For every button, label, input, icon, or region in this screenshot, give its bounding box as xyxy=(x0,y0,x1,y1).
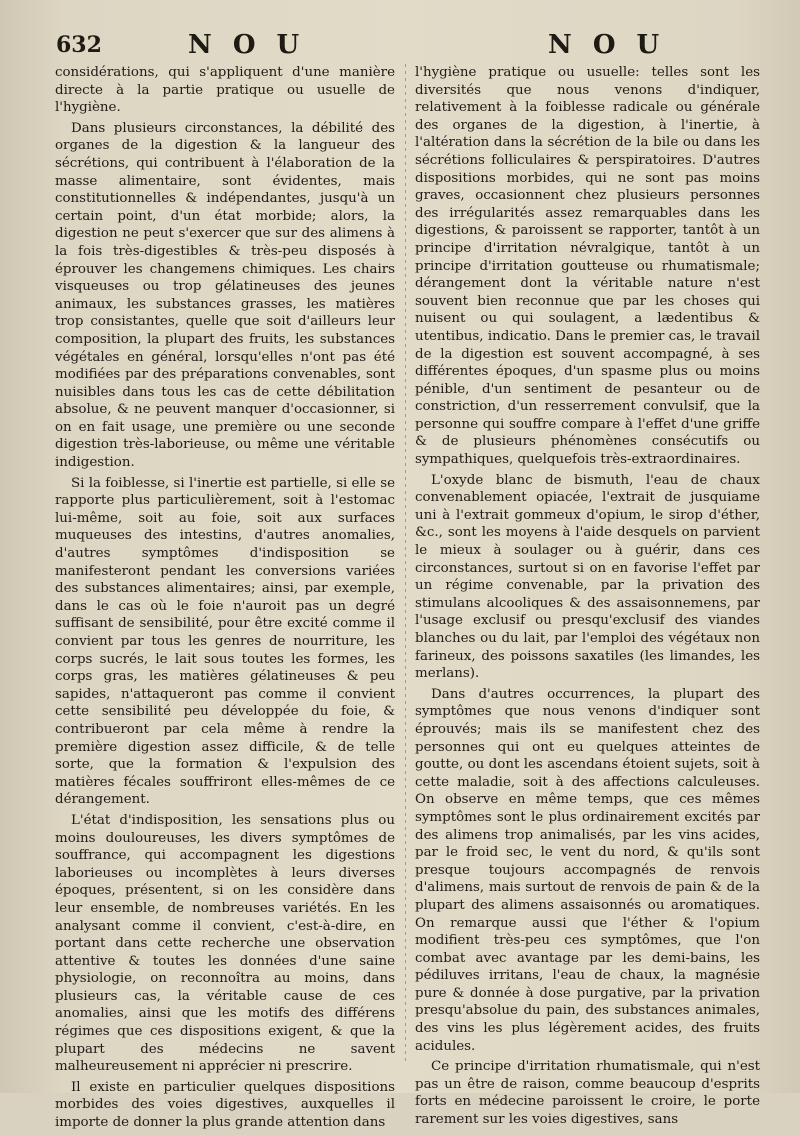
paragraph: L'état d'indisposition, les sensations plus ou moins douloureuses, les divers symptômes de souffrance, qui accompagnent les digestions laborieuses ou incomplètes à leurs diverses époques, présentent, si on les considère dans leur ensemble, de nombreuses variétés. En les analysant comme il convient, c'est-à-dire, en portant dans cette recherche une observation attentive & toutes les données d'une saine physiologie, on reconnoîtra au moins, dans plusieurs cas, la véritable cause de ces anomalies, ainsi que les motifs des différens régimes que ces dispositions exigent, & que la plupart des médecins ne savent malheureusement ni apprécier ni prescrire. xyxy=(55,812,395,1075)
paragraph: Si la foiblesse, si l'inertie est partielle, si elle se rapporte plus particulièrement, soit à l'estomac lui-même, soit au foie, soit aux surfaces muqueuses des intestins, d'autres anomalies, d'autres symptômes d'indisposition se manifesteront pendant les conversions variées des substances alimentaires; ainsi, par exemple, dans le cas où le foie n'auroit pas un degré suffisant de sensibilité, pour être excité comme il convient par tous les genres de nourriture, les corps sucrés, le lait sous toutes les formes, les corps gras, les matières gélatineuses & peu sapides, n'attaqueront pas comme il convient cette sensibilité peu développée du foie, & contribueront par cela même à rendre la première digestion assez difficile, & de telle sorte, que la formation & l'expulsion des matières fécales souffriront elles-mêmes de ce dérangement. xyxy=(55,475,395,808)
paragraph: L'oxyde blanc de bismuth, l'eau de chaux convenablement opiacée, l'extrait de jusquiame uni à l'extrait gommeux d'opium, le sirop d'éther, &c., sont les moyens à l'aide desquels on parvient le mieux à soulager ou à guérir, dans ces circonstances, surtout si on en favorise l'effet par un régime convenable, par la privation des stimulans alcooliques & des assaisonnemens, par l'usage exclusif ou presqu'exclusif des viandes blanches ou du lait, par l'emploi des végétaux non farineux, des poissons saxatiles (les limandes, les merlans). xyxy=(415,472,760,682)
paragraph: Dans plusieurs circonstances, la débilité des organes de la digestion & la langueur des sécrétions, qui contribuent à l'élaboration de la masse alimentaire, sont évidentes, mais constitutionnelles & indépendantes, jusqu'à un certain point, d'un état morbide; alors, la digestion ne peut s'exercer que sur des alimens à la fois très-digestibles & très-peu disposés à éprouver les changemens chimiques. Les chairs visqueuses ou trop gélatineuses des jeunes animaux, les substances grasses, les matières trop consistantes, quelle que soit d'ailleurs leur composition, la plupart des fruits, les substances végétales en général, lorsqu'elles n'ont pas été modifiées par des préparations convenables, sont nuisibles dans tous les cas de cette débilitation absolue, & ne peuvent manquer d'occasionner, si on en fait usage, une première ou une seconde digestion très-laborieuse, ou même une véritable indigestion. xyxy=(55,120,395,471)
paragraph: considérations, qui s'appliquent d'une manière directe à la partie pratique ou usuelle de l'hygiène. xyxy=(55,65,395,116)
paragraph: Dans d'autres occurrences, la plupart des symptômes que nous venons d'indiquer sont éprouvés; mais ils se manifestent chez des personnes qui ont eu quelques atteintes de goutte, ou dont les ascendans étoient sujets, soit à cette maladie, soit à des affections calculeuses. On observe en même temps, que ces mêmes symptômes sont le plus ordinairement excités par des alimens trop animalisés, par les vins acides, par le froid sec, le vent du nord, & qu'ils sont presque toujours accompagnés de renvois d'alimens, mais surtout de renvois de pain & de la plupart des alimens assaisonnés ou aromatiques. On remarque aussi que l'éther & l'opium modifient très-peu ces symptômes, que l'on combat avec avantage par les demi-bains, les pédiluves irritans, l'eau de chaux, la magnésie pure & donnée à dose purgative, par la privation presqu'absolue du pain, des substances animales, des vins les plus légèrement acides, des fruits acidules. xyxy=(415,686,760,1054)
paragraph: Il existe en particulier quelques dispositions morbides des voies digestives, auxquelles il importe de donner la plus grande attention dans xyxy=(55,1079,395,1131)
column-divider xyxy=(405,64,406,1064)
left-column xyxy=(55,64,395,1135)
paragraph: Ce principe d'irritation rhumatismale, qui n'est pas un être de raison, comme beaucoup d'esprits forts en médecine paroissent le croire, le porte rarement sur les voies digestives, sans xyxy=(415,1059,760,1128)
page-header xyxy=(0,32,800,62)
page-number: 632 xyxy=(56,32,102,58)
running-head-left: N O U xyxy=(188,30,306,60)
right-column xyxy=(415,64,760,1132)
paragraph: l'hygiène pratique ou usuelle: telles sont les diversités que nous venons d'indiquer, relativement à la foiblesse radicale ou générale des organes de la digestion, à l'inertie, à l'altération dans la sécrétion de la bile ou dans les sécrétions folliculaires & perspiratoires. D'autres dispositions morbides, qui ne sont pas moins graves, occasionnent chez plusieurs personnes des irrégularités assez remarquables dans les digestions, & paroissent se rapporter, tantôt à un principe d'irritation névralgique, tantôt à un principe d'irritation goutteuse ou rhumatismale; dérangement dont la véritable nature n'est souvent bien reconnue que par les choses qui nuisent ou qui soulagent, a lædentibus & utentibus, indicatio. Dans le premier cas, le travail de la digestion est souvent accompagné, à ses différentes époques, d'un spasme plus ou moins pénible, d'un sentiment de pesanteur ou de constriction, d'un resserrement convulsif, que la personne qui souffre compare à l'effet d'une griffe & de plusieurs phénomènes consécutifs ou sympathiques, quelquefois très-extraordinaires. xyxy=(415,65,760,468)
running-head-right: N O U xyxy=(548,30,666,60)
